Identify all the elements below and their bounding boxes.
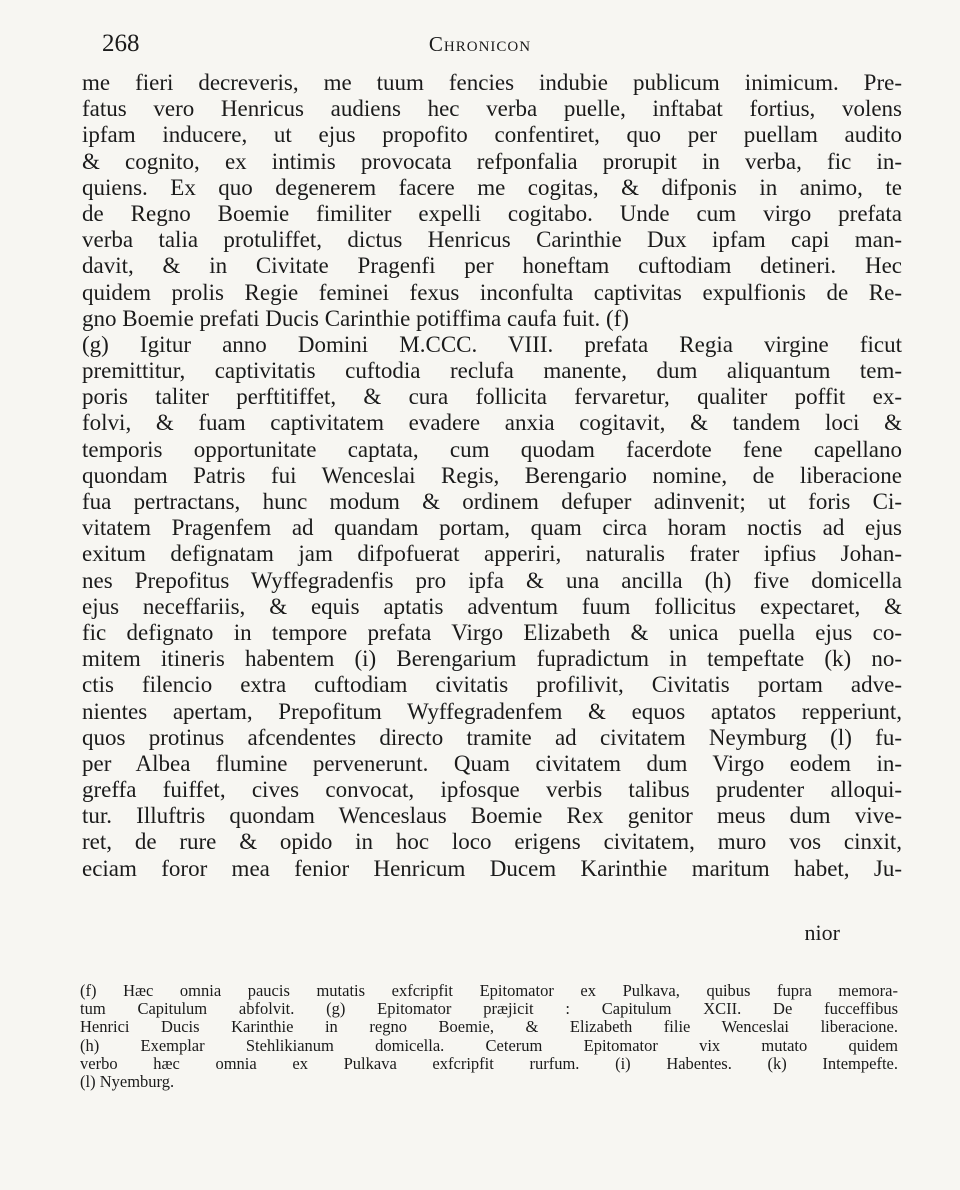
text-line: ejus neceffariis, & equis aptatis adventum fuum follicitus expectaret, &: [82, 593, 902, 619]
text-line: & cognito, ex intimis provocata refponfalia prorupit in verba, fic in-: [82, 148, 902, 174]
text-line: quondam Patris fui Wenceslai Regis, Berengario nomine, de liberacione: [82, 462, 902, 488]
footnote-line: (h) Exemplar Stehlikianum domicella. Ceterum Epitomator vix mutato quidem: [80, 1036, 898, 1055]
catchword-row: [0, 920, 960, 950]
footnote-line: Henrici Ducis Karinthie in regno Boemie, & Elizabeth filie Wenceslai liberacione.: [80, 1018, 898, 1037]
text-line: temporis opportunitate captata, cum quodam facerdote fene capellano: [82, 436, 902, 462]
catchword: nior: [804, 920, 840, 945]
text-line: ctis filencio extra cuftodiam civitatis profilivit, Civitatis portam adve-: [82, 672, 902, 698]
text-line: ipfam inducere, ut ejus propofito confentiret, quo per puellam audito: [82, 122, 902, 148]
text-line: nes Prepofitus Wyffegradenfis pro ipfa & una ancilla (h) five domicella: [82, 567, 902, 593]
text-line: greffa fuiffet, cives convocat, ipfosque verbis talibus prudenter alloqui-: [82, 777, 902, 803]
text-line: fic defignato in tempore prefata Virgo Elizabeth & unica puella ejus co-: [82, 619, 902, 645]
footnote-line: (l) Nyemburg.: [80, 1072, 175, 1091]
page-number: 268: [102, 30, 140, 57]
text-line: quiens. Ex quo degenerem facere me cogitas, & difponis in animo, te: [82, 174, 902, 200]
text-line: davit, & in Civitate Pragenfi per honeftam cuftodiam detineri. Hec: [82, 253, 902, 279]
text-line: folvi, & fuam captivitatem evadere anxia cogitavit, & tandem loci &: [82, 410, 902, 436]
page-header: [0, 30, 960, 70]
text-line: fua pertractans, hunc modum & ordinem defuper adinvenit; ut foris Ci-: [82, 489, 902, 514]
text-line: verba talia protuliffet, dictus Henricus Carinthie Dux ipfam capi man-: [82, 227, 902, 253]
text-line: fatus vero Henricus audiens hec verba puelle, inftabat fortius, volens: [82, 96, 902, 122]
text-line: tur. Illuftris quondam Wenceslaus Boemie Rex genitor meus dum vive-: [82, 803, 902, 829]
text-line: de Regno Boemie fimiliter expelli cogitabo. Unde cum virgo prefata: [82, 200, 902, 226]
running-head: Chronicon: [428, 32, 532, 56]
text-line: exitum defignatam jam difpofuerat apperiri, naturalis frater ipfius Johan-: [82, 541, 902, 567]
text-line: me fieri decreveris, me tuum fencies indubie publicum inimicum. Pre-: [82, 70, 902, 95]
text-line: gno Boemie prefati Ducis Carinthie potiffima caufa fuit. (f): [82, 305, 629, 331]
text-line: poris taliter perftitiffet, & cura follicita fervaretur, qualiter poffit ex-: [82, 384, 902, 410]
text-line: eciam foror mea fenior Henricum Ducem Karinthie maritum habet, Ju-: [82, 855, 902, 881]
footnote-line: tum Capitulum abfolvit. (g) Epitomator præjicit : Capitulum XCII. De fucceffibus: [80, 1000, 898, 1019]
text-line: (g) Igitur anno Domini M.CCC. VIII. prefata Regia virgine ficut: [82, 331, 902, 357]
text-line: mitem itineris habentem (i) Berengarium fupradictum in tempeftate (k) no-: [82, 646, 902, 672]
text-line: premittitur, captivitatis cuftodia reclufa manente, dum aliquantum tem-: [82, 358, 902, 384]
footnote-line: (f) Hæc omnia paucis mutatis exfcripfit Epitomator ex Pulkava, quibus fupra memora-: [80, 982, 898, 1000]
footnotes: [80, 982, 898, 1091]
text-line: per Albea flumine pervenerunt. Quam civitatem dum Virgo eodem in-: [82, 750, 902, 776]
text-line: ret, de rure & opido in hoc loco erigens civitatem, muro vos cinxit,: [82, 829, 902, 855]
text-line: quidem prolis Regie feminei fexus inconfulta captivitas expulfionis de Re-: [82, 279, 902, 305]
text-line: vitatem Pragenfem ad quandam portam, quam circa horam noctis ad ejus: [82, 515, 902, 541]
footnote-line: verbo hæc omnia ex Pulkava exfcripfit rurfum. (i) Habentes. (k) Intempefte.: [80, 1054, 898, 1073]
main-text: [82, 70, 902, 882]
text-line: quos protinus afcendentes directo tramite ad civitatem Neymburg (l) fu-: [82, 724, 902, 750]
text-line: nientes apertam, Prepofitum Wyffegradenfem & equos aptatos repperiunt,: [82, 698, 902, 724]
